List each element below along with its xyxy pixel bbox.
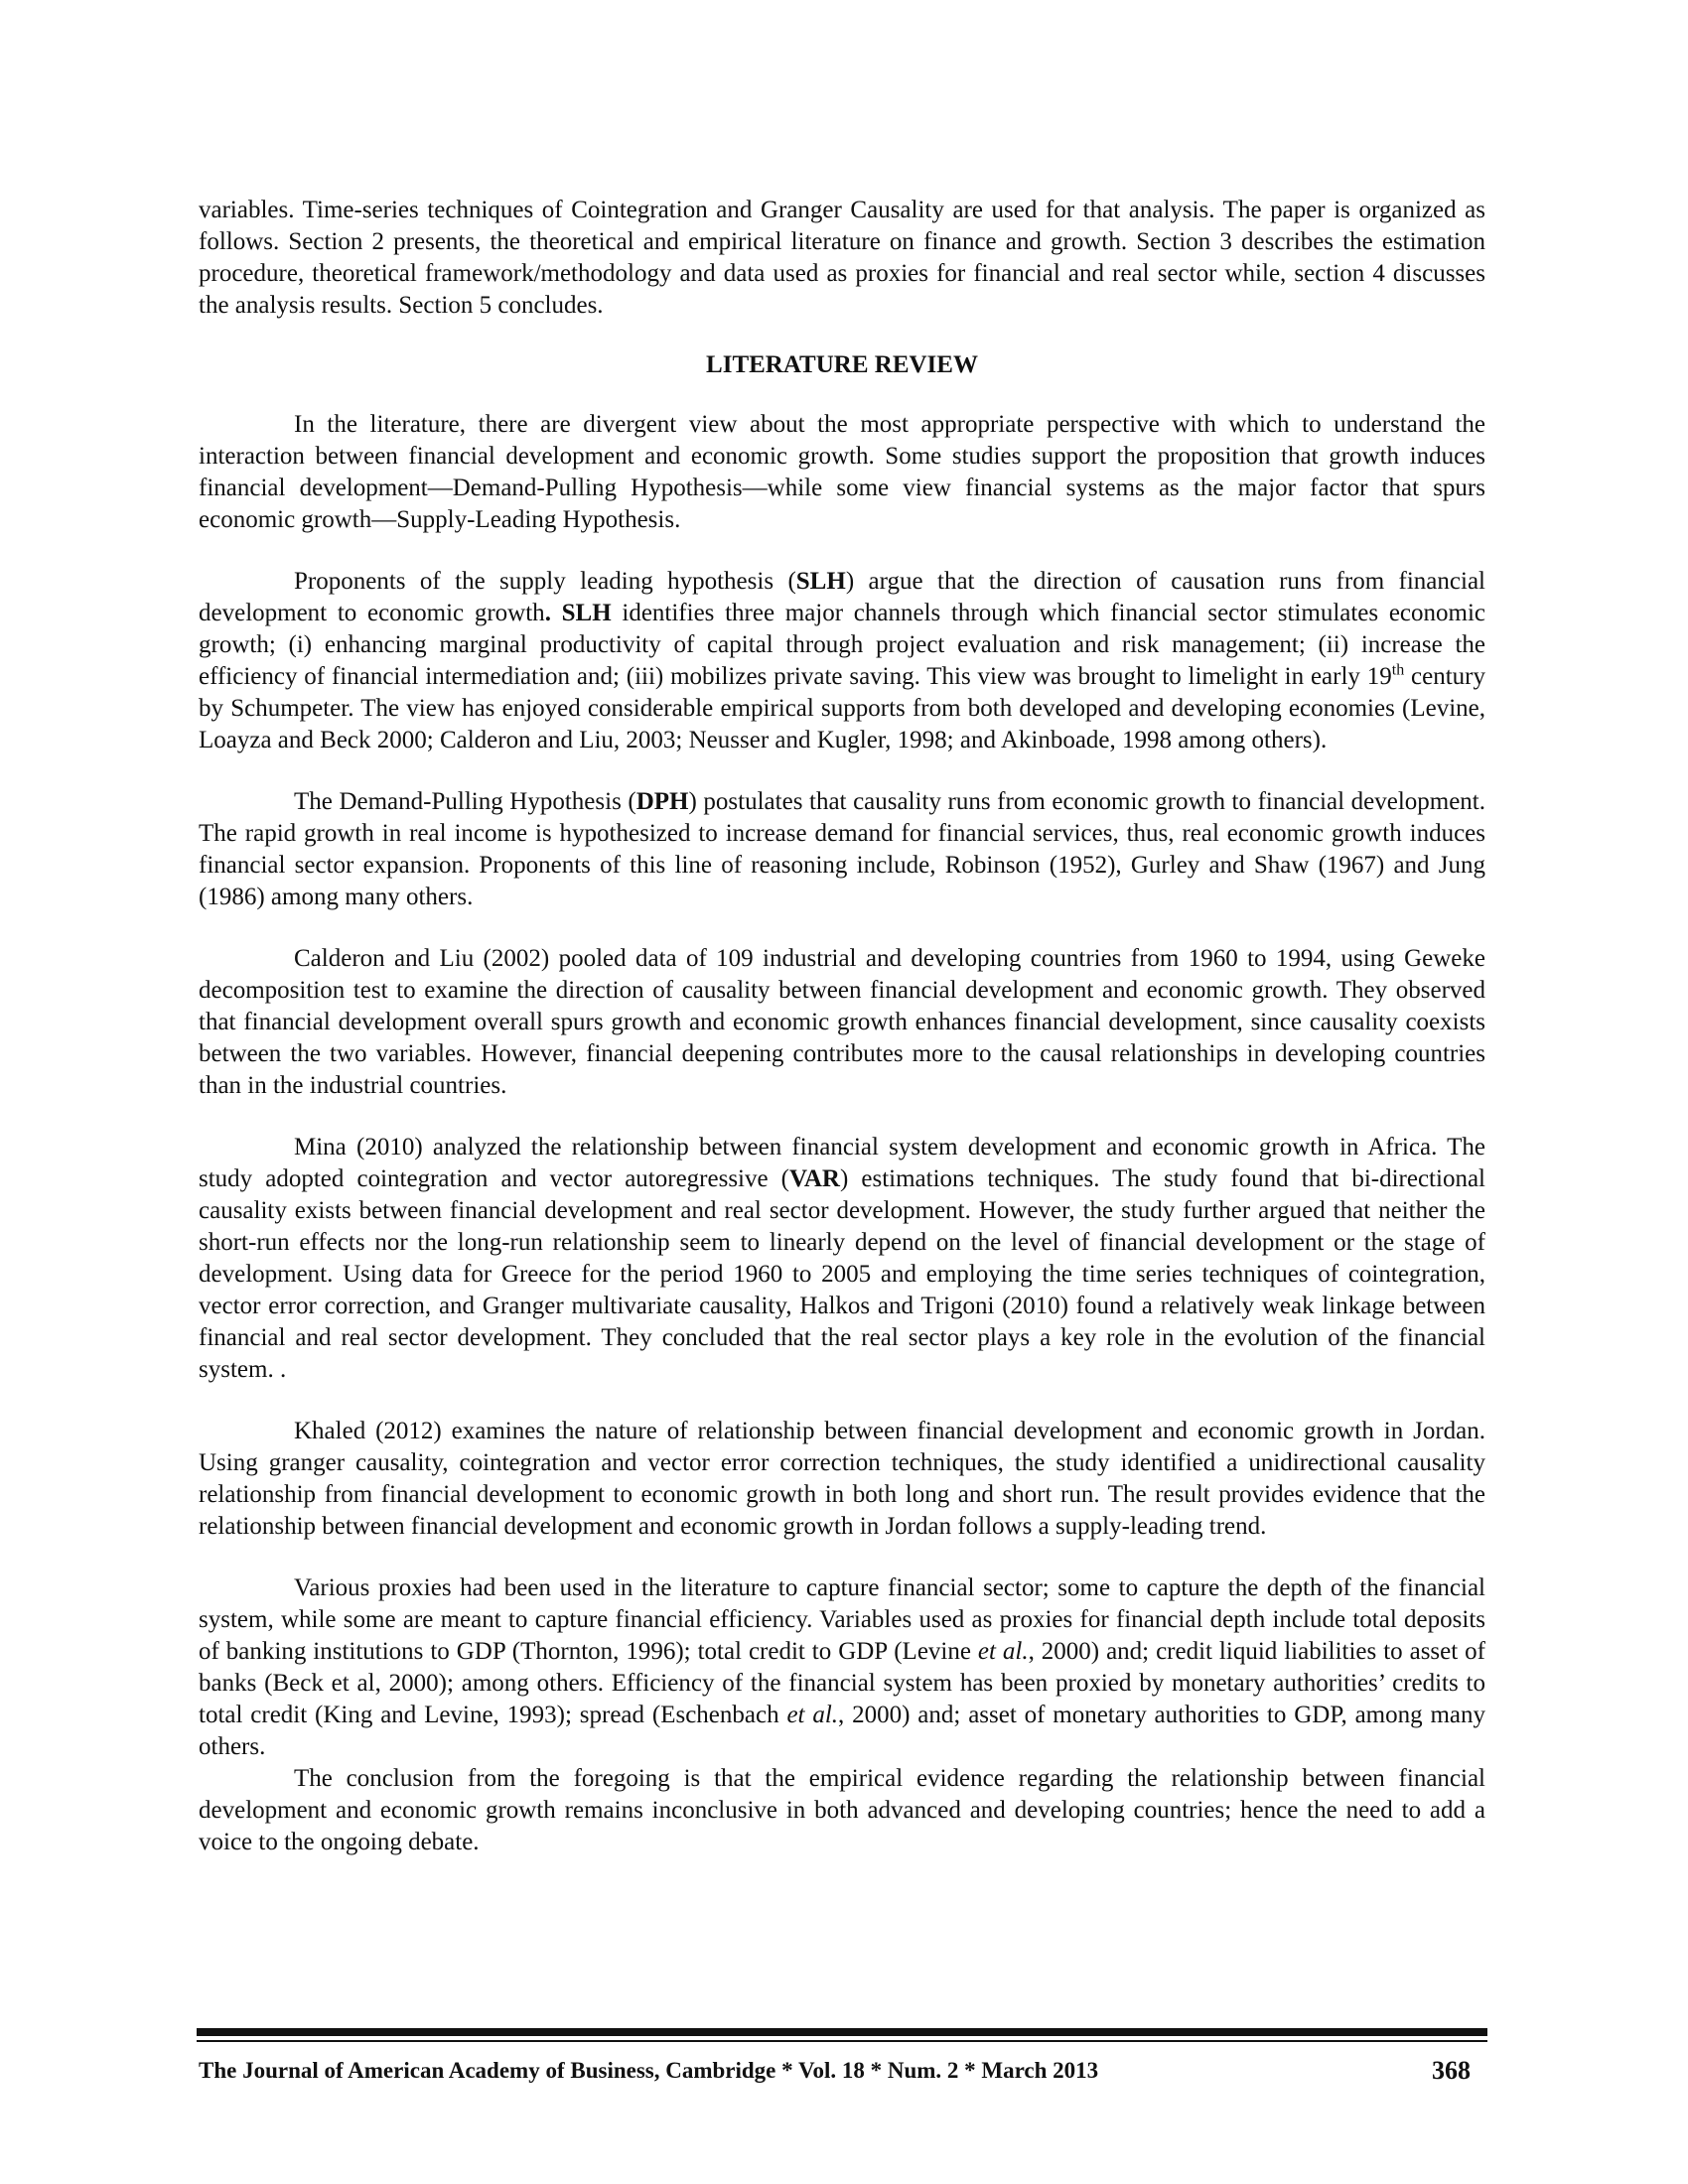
paragraph-7-italic-2: et al.	[786, 1702, 839, 1728]
paragraph-5-text-a: Mina (2010) analyzed the relationship between financial system development and economic growth in Africa. The study adopted cointegration and vector autoregressive (	[199, 1134, 1485, 1192]
paragraph-5-text-c: ) estimations techniques. The study found that bi-directional causality exists between financial development and real sector development. However, the study further argued that neither the short-run effects nor the long-run relationship seem to linearly depend on the level of financial development or the stage of development. Using data for Greece for the period 1960 to 2005 and employing the time series techniques of cointegration, vector error correction, and Granger multivariate causality, Halkos and Trigoni (2010) found a relatively weak linkage between financial and real sector development. They concluded that the real sector plays a key role in the evolution of the financial system. .	[199, 1165, 1485, 1383]
paragraph-2-text-d: identifies three major channels through which financial sector stimulates economic growth; (i) enhancing marginal productivity of capital through project evaluation and risk management; (ii) increase the efficiency of financial intermediation and; (iii) mobilizes private saving. This view was brought to limelight in early 19	[199, 600, 1486, 690]
paragraph-6: Khaled (2012) examines the nature of relationship between financial development and economic growth in Jordan. Using granger causality, cointegration and vector error correction techniques, the study identified a unidirectional causality relationship from financial development to economic growth in both long and short run. The result provides evidence that the relationship between financial development and economic growth in Jordan follows a supply-leading trend.	[199, 1418, 1485, 1540]
paragraph-2-text-a: Proponents of the supply leading hypothesis (	[294, 568, 796, 595]
paragraph-2-bold-slh: SLH	[795, 568, 846, 595]
paragraph-7-italic-1: et al.	[977, 1638, 1029, 1665]
paragraph-2-text-c: ) argue that the direction of causation runs from financial development to economic growth	[199, 568, 1485, 626]
paragraph-2-bold-slh-2: . SLH	[544, 600, 612, 626]
section-heading: LITERATURE REVIEW	[706, 351, 978, 378]
paragraph-8: The conclusion from the foregoing is that the empirical evidence regarding the relationship between financial development and economic growth remains inconclusive in both advanced and developing countries; hence the need to add a voice to the ongoing debate.	[199, 1765, 1485, 1855]
footer-journal-citation: The Journal of American Academy of Business, Cambridge * Vol. 18 * Num. 2 * March 2013	[199, 2058, 1099, 2083]
paragraph-3	[199, 786, 1485, 913]
paragraph-5-bold-var: VAR	[789, 1165, 840, 1192]
intro-paragraph: variables. Time-series techniques of Cointegration and Granger Causality are used for that analysis. The paper is organized as follows. Section 2 presents, the theoretical and empirical literature on finance and growth. Section 3 describes the estimation procedure, theoretical framework/methodology and data used as proxies for financial and real sector while, section 4 discusses the analysis results. Section 5 concludes.	[199, 197, 1485, 319]
paragraph-5	[199, 1132, 1485, 1386]
paragraph-7-text-b: , 2000) and; credit liquid liabilities to asset of banks (Beck et al, 2000); among others. Efficiency of the financial system has been proxied by monetary authorities’ credits to total credit (King and Levine, 1993); spread (Eschenbach	[199, 1638, 1485, 1728]
paragraph-2-text-e: century by Schumpeter. The view has enjoyed considerable empirical supports from both developed and developing economies (Levine, Loayza and Beck 2000; Calderon and Liu, 2003; Neusser and Kugler, 1998; and Akinboade, 1998 among others).	[199, 663, 1485, 753]
footer-rule-thin	[197, 2040, 1487, 2042]
paragraph-2-superscript: th	[1391, 661, 1405, 679]
paragraph-1: In the literature, there are divergent view about the most appropriate perspective with which to understand the interaction between financial development and economic growth. Some studies support the proposition that growth induces financial development—Demand-Pulling Hypothesis—while some view financial systems as the major factor that spurs economic growth—Supply-Leading Hypothesis.	[199, 411, 1485, 533]
page-number: 368	[1432, 2056, 1471, 2085]
paragraph-3-text-a: The Demand-Pulling Hypothesis (	[294, 788, 636, 815]
paragraph-4: Calderon and Liu (2002) pooled data of 109 industrial and developing countries from 1960 to 1994, using Geweke decomposition test to examine the direction of causality between financial development and economic growth. They observed that financial development overall spurs growth and economic growth enhances financial development, since causality coexists between the two variables. However, financial deepening contributes more to the causal relationships in developing countries than in the industrial countries.	[199, 945, 1485, 1099]
paragraph-3-bold-dph: DPH	[635, 788, 689, 815]
paragraph-7	[199, 1572, 1485, 1763]
paragraph-7-text-a: Various proxies had been used in the literature to capture financial sector; some to capture the depth of the financial system, while some are meant to capture financial efficiency. Variables used as proxies for financial depth include total deposits of banking institutions to GDP (Thornton, 1996); total credit to GDP (Levine	[199, 1574, 1485, 1665]
paragraph-3-text-c: ) postulates that causality runs from economic growth to financial development. The rapid growth in real income is hypothesized to increase demand for financial services, thus, real economic growth induces financial sector expansion. Proponents of this line of reasoning include, Robinson (1952), Gurley and Shaw (1967) and Jung (1986) among many others.	[199, 788, 1486, 910]
footer-rule-thick	[197, 2028, 1487, 2036]
paragraph-2	[199, 566, 1485, 756]
page-body	[199, 195, 1485, 1858]
paragraph-7-text-c: , 2000) and; asset of monetary authorities to GDP, among many others.	[199, 1702, 1486, 1760]
